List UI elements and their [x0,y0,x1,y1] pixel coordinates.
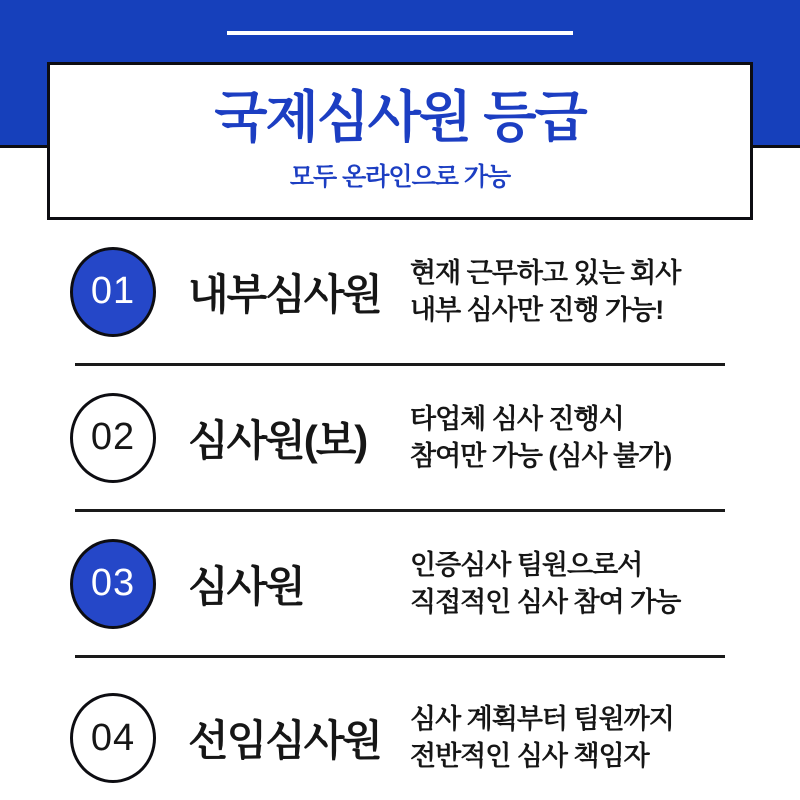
desc-line: 현재 근무하고 있는 회사 [410,257,681,288]
page-title: 국제심사원 등급 [214,85,586,148]
item-number-badge-01: 01 [70,247,156,337]
desc-line: 전반적인 심사 책임자 [410,741,649,771]
item-description-3 [410,547,680,621]
list-item-1 [0,220,800,363]
desc-line: 내부 심사만 진행 가능! [410,294,664,325]
item-title-4: 선임심사원 [188,717,381,764]
desc-line: 심사 계획부터 팀원까지 [410,704,674,734]
desc-line: 참여만 가능 (심사 불가) [410,440,672,471]
item-description-1 [410,255,680,329]
item-description-2 [410,401,671,475]
desc-line: 타업체 심사 진행시 [410,403,624,434]
item-number-badge-03: 03 [70,539,156,629]
title-card [47,62,753,220]
decor-line [227,31,573,35]
desc-line: 직접적인 심사 참여 가능 [410,586,681,617]
list-item-2 [0,366,800,509]
page-subtitle: 모두 온라인으로 가능 [289,163,511,192]
desc-line: 인증심사 팀원으로서 [410,549,643,580]
grade-list [0,220,800,800]
item-title-2: 심사원(보) [188,416,367,464]
item-number-badge-04: 04 [70,693,156,783]
item-number-badge-02: 02 [70,393,156,483]
list-item-3 [0,512,800,655]
item-title-1: 내부심사원 [188,270,381,318]
item-title-3: 심사원 [188,562,304,610]
item-description-4 [410,701,674,775]
list-item-4 [0,658,800,800]
